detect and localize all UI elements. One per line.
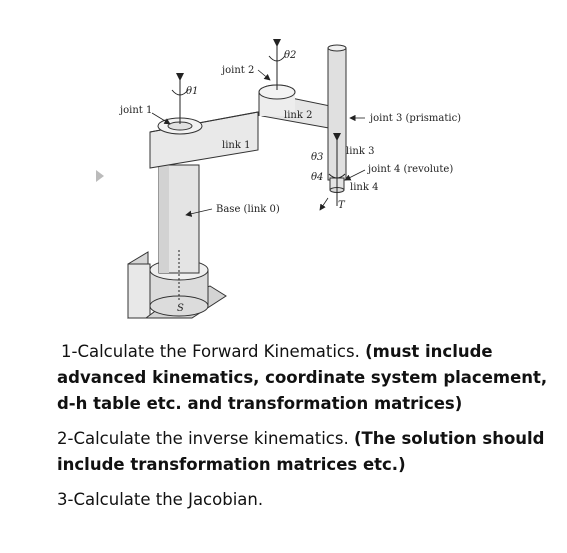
theta2-label: θ2 <box>284 50 297 61</box>
base-column <box>159 165 199 273</box>
joint1-label: joint 1 <box>120 105 153 116</box>
question-2 <box>57 426 557 478</box>
joint2-label: joint 2 <box>222 65 255 76</box>
link4-label: link 4 <box>350 182 379 193</box>
edge-mark <box>96 170 104 182</box>
question-3 <box>57 487 557 513</box>
theta3-label: θ3 <box>311 152 324 163</box>
tool-label: T <box>338 200 345 211</box>
base-label: Base (link 0) <box>216 204 280 215</box>
question-3-text: 3-Calculate the Jacobian. <box>57 490 264 509</box>
question-1 <box>57 339 557 417</box>
slide-label: S <box>177 303 184 314</box>
link3-label: link 3 <box>346 146 375 157</box>
question-1-text: 1-Calculate the Forward Kinematics. <box>61 342 366 361</box>
link1-label: link 1 <box>222 140 251 151</box>
theta1-label: θ1 <box>186 86 199 97</box>
joint4-label: joint 4 (revolute) <box>368 164 454 175</box>
theta4-label: θ4 <box>311 172 324 183</box>
question-1-bold: (must include advanced kinematics, coordinate system placement, d-h table etc. and transformation matrices) <box>57 342 548 413</box>
question-2-text: 2-Calculate the inverse kinematics. <box>57 429 354 448</box>
link2-label: link 2 <box>284 110 313 121</box>
joint3-label: joint 3 (prismatic) <box>370 113 462 124</box>
question-2-bold: (The solution should include transformation matrices etc.) <box>57 429 545 474</box>
